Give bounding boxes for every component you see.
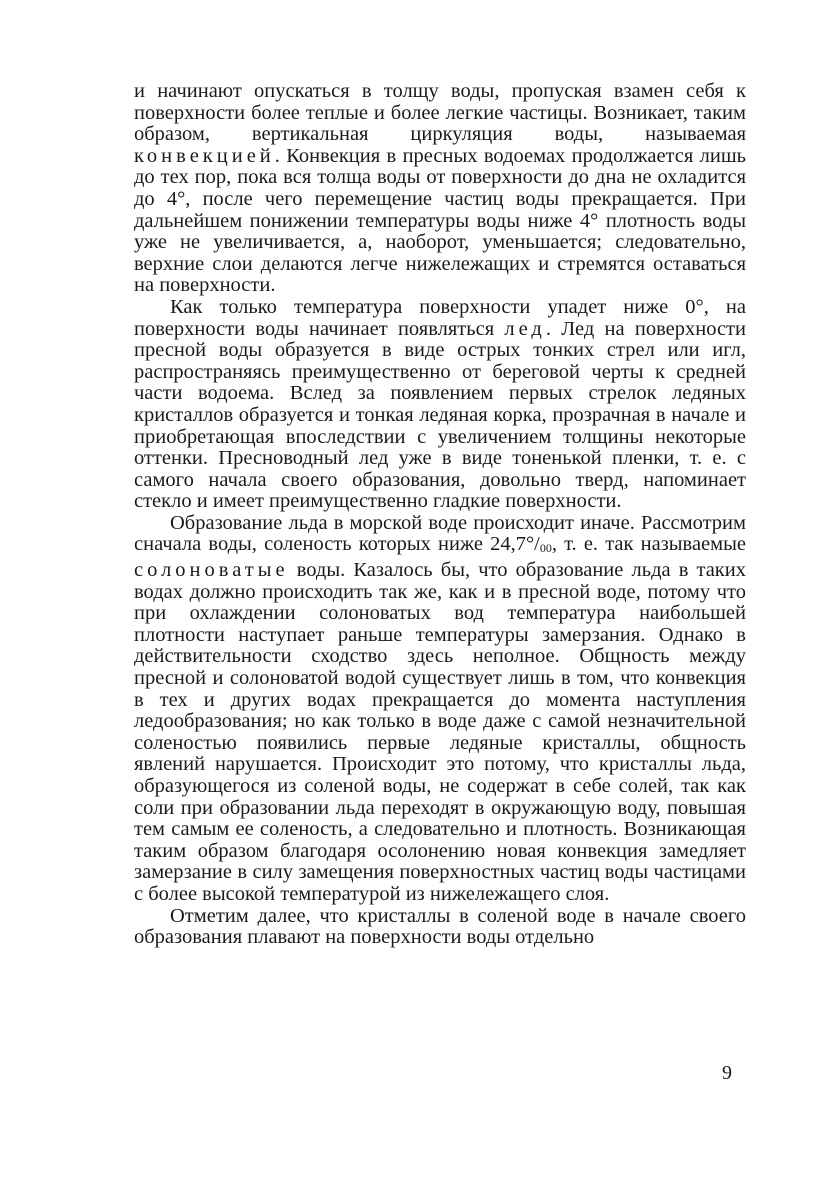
paragraph-2 bbox=[134, 297, 746, 513]
text-run: Образование льда в морской воде происходит иначе. Рассмотрим сначала воды, соленость которых ниже 24,7°/ bbox=[134, 511, 746, 556]
page-number: 9 bbox=[722, 1062, 732, 1084]
body-text bbox=[134, 81, 746, 949]
text-run: Как только температура поверхности упадет ниже 0°, на поверхности воды начинает появляться bbox=[134, 295, 746, 340]
text-run: воды. Казалось бы, что образование льда в таких водах должно происходить так же, как и в пресной воде, потому что при охлаждении солоноватых вод температура наибольшей плотности наступает раньше температуры замерзания. Однако в действительности сходство здесь неполное. Общность между пресной и солоноватой водой существует лишь в том, что конвекция в тех и других водах прекращается до момента наступления ледообразования; но как только в воде даже с самой незначительной соленостью появились первые ледяные кристаллы, общность явлений нарушается. Происходит это потому, что кристаллы льда, образующегося из соленой воды, не содержат в себе солей, так как соли при образовании льда переходят в окружающую воду, повышая тем самым ее соленость, а следовательно и плотность. Возникающая таким образом благодаря осолонению новая конвекция замедляет замерзание в силу замещения поверхностных частиц воды частицами с более высокой температурой из нижележащего слоя. bbox=[134, 559, 746, 905]
paragraph-1 bbox=[134, 81, 746, 297]
paragraph-4 bbox=[134, 906, 746, 949]
spaced-term: солоноватые bbox=[134, 559, 289, 582]
text-run: Отметим далее, что кристаллы в соленой воде в начале своего образования плавают на поверхности воды отдельно bbox=[134, 904, 746, 949]
text-run: , т. е. так называемые bbox=[551, 533, 746, 556]
per-mille-subscript: 00 bbox=[539, 541, 552, 556]
text-run: . Лед на поверхности пресной воды образуется в виде острых тонких стрел или игл, распространяясь преимущественно от береговой черты к средней части водоема. Вслед за появлением первых стрелок ледяных кристаллов образуется и тонкая ледяная корка, прозрачная в начале и приобретающая впоследствии с увеличением толщины некоторые оттенки. Пресноводный лед уже в виде тоненькой пленки, т. е. с самого начала своего образования, довольно тверд, напоминает стекло и имеет преимущественно гладкие поверхности. bbox=[134, 317, 746, 513]
spaced-term: конвекцией bbox=[134, 144, 275, 167]
paragraph-3 bbox=[134, 513, 746, 906]
text-run: . Конвекция в пресных водоемах продолжается лишь до тех пор, пока вся толща воды от поверхности до дна не охладится до 4°, после чего перемещение частиц воды прекращается. При дальнейшем понижении температуры воды ниже 4° плотность воды уже не увеличивается, а, наоборот, уменьшается; следовательно, верхние слои делаются легче нижележащих и стремятся оставаться на поверхности. bbox=[134, 144, 746, 297]
text-run: и начинают опускаться в толщу воды, пропуская взамен себя к поверхности более теплые и более легкие частицы. Возникает, таким образом, вертикальная циркуляция воды, называемая bbox=[134, 80, 746, 146]
spaced-term: лед bbox=[504, 317, 546, 340]
